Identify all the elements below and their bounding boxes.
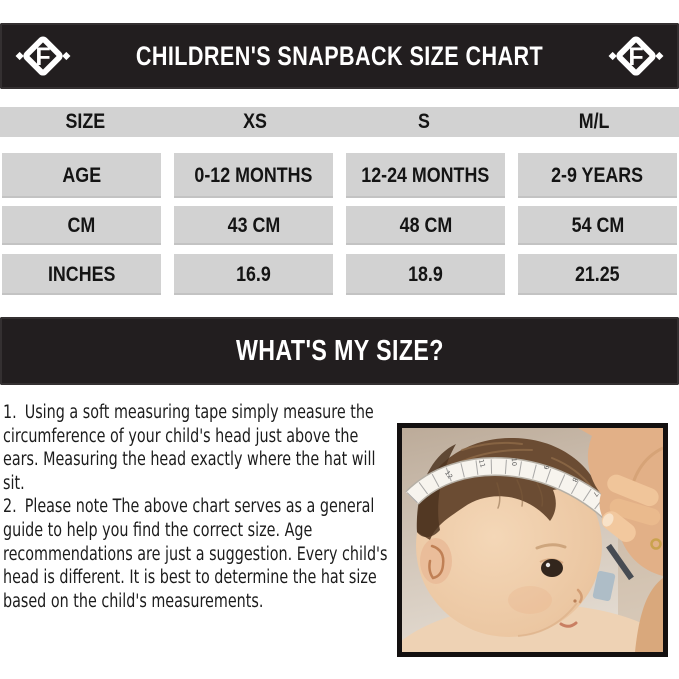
age-xs-cell: 0-12 MONTHS [174, 153, 333, 198]
instruction-text-1: Using a soft measuring tape simply measure the circumference of your child's head just above the ears. Measuring the head exactly where the hat will sit. [3, 402, 376, 494]
cm-xs-cell: 43 CM [174, 206, 333, 245]
size-s-cell: S [418, 110, 431, 133]
inches-s-cell: 18.9 [346, 254, 505, 295]
tape-number: 9 [541, 464, 551, 471]
instruction-text-2: Please note The above chart serves as a general guide to help you find the correct size. Age recommendations are just a suggestion. Every child's head is different. It is best to determine the hat size based on the child's measurements. [3, 496, 388, 612]
chart-title-bar [0, 23, 679, 89]
cm-s-cell: 48 CM [346, 206, 505, 245]
logo-letter: F [628, 43, 644, 72]
whats-my-size-bar [0, 317, 679, 385]
cm-ml-cell: 54 CM [518, 206, 677, 245]
age-ml-cell: 2-9 YEARS [518, 153, 677, 198]
instruction-item-1 [3, 401, 398, 495]
tape-number: 11 [476, 458, 487, 469]
instruction-item-2 [3, 495, 398, 613]
age-s-cell: 12-24 MONTHS [346, 153, 505, 198]
cm-label-cell: CM [2, 206, 161, 245]
tape-number: 12 [442, 469, 455, 481]
instruction-number-2: 2. [3, 496, 17, 518]
instruction-number-1: 1. [3, 402, 17, 423]
size-label-cell: SIZE [65, 110, 105, 133]
age-row [0, 153, 679, 198]
size-ml-cell: M/L [578, 110, 610, 133]
baby-eye [541, 559, 563, 577]
age-label-cell: AGE [2, 153, 161, 198]
size-header-row [0, 107, 679, 137]
baby-measuring-illustration [402, 428, 663, 652]
logo-letter: F [35, 43, 51, 72]
measuring-photo [397, 423, 668, 657]
inches-ml-cell: 21.25 [518, 254, 677, 295]
banner-title: WHAT'S MY SIZE? [235, 334, 444, 367]
tape-number: 8 [570, 476, 580, 484]
measuring-instructions [3, 401, 398, 613]
inches-xs-cell: 16.9 [174, 254, 333, 295]
inches-label-cell: INCHES [2, 254, 161, 295]
cm-row [0, 206, 679, 245]
size-xs-cell: XS [242, 110, 267, 133]
inches-row [0, 254, 679, 295]
brand-diamond-f-icon [13, 30, 73, 82]
page-title: CHILDREN'S SNAPBACK SIZE CHART [135, 40, 544, 71]
tape-number: 10 [509, 457, 519, 467]
brand-diamond-f-icon [606, 30, 666, 82]
tape-number: 7 [591, 490, 601, 499]
